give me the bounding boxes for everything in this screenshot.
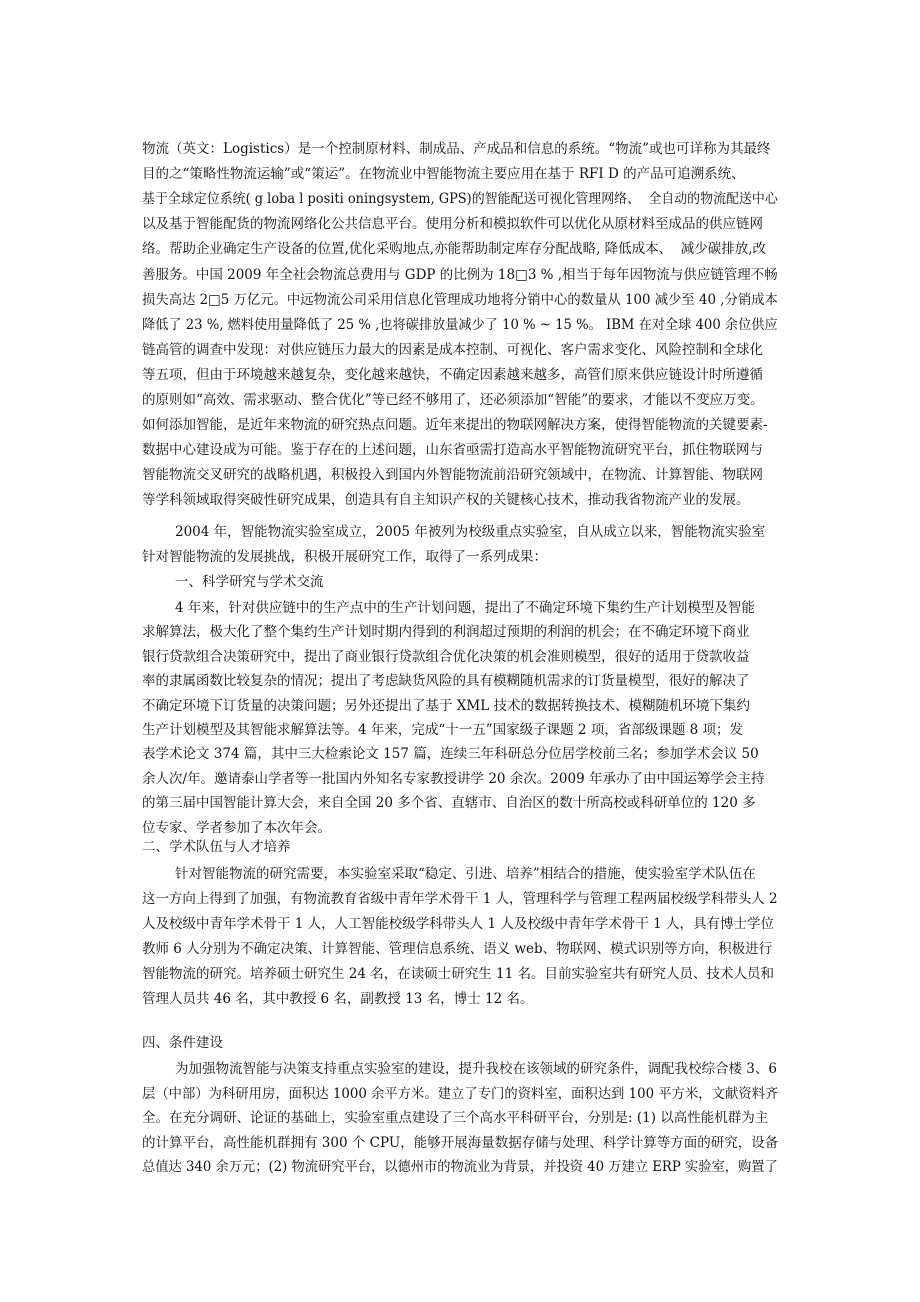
text-line: 为加强物流智能与决策支持重点实验室的建设，提升我校在该领域的研究条件，调配我校综合楼 3、6 (175, 1061, 777, 1077)
text-line: 目的之“策略性物流运输”或“策运”。在物流业中智能物流主要应用在基于 RFI D 的产品可追溯系统、 (142, 166, 745, 183)
text-line: 不确定环境下订货量的决策问题；另外还提出了基于 XML 技术的数据转换技术、模糊随机环境下集约 (142, 697, 750, 714)
text-line: 等五项，但由于环境越来越复杂，变化越来越快，不确定因素越来越多，高管们原来供应链设计时所遵循 (142, 366, 763, 383)
text-line: 总值达 340 余万元；(2) 物流研究平台，以德州市的物流业为背景，并投资 40 万建立 ERP 实验室，购置了 (142, 1159, 778, 1175)
text-line: 管理人员共 46 名，其中教授 6 名，副教授 13 名，博士 12 名。 (142, 991, 534, 1007)
text-line: 表学术论文 374 篇，其中三大检索论文 157 篇，连续三年科研总分位居学校前三名；参加学术会议 50 (142, 746, 759, 763)
text-line: 如何添加智能，是近年来物流的研究热点问题。近年来提出的物联网解决方案，使得智能物流的关键要素- (142, 417, 768, 434)
text-line: 以及基于智能配货的物流网络化公共信息平台。使用分析和模拟软件可以优化从原材料至成品的供应链网 (142, 216, 763, 233)
text-line: 络。帮助企业确定生产设备的位置,优化采购地点,亦能帮助制定库存分配战略, 降低成本、 减少碳排放,改 (142, 241, 767, 258)
text-line: 等学科领域取得突破性研究成果，创造具有自主知识产权的关键核心技术，推动我省物流产业的发展。 (142, 492, 750, 509)
text-line: 2004 年，智能物流实验室成立，2005 年被列为校级重点实验室，自从成立以来，智能物流实验室 (175, 524, 766, 540)
text-line: 层（中部）为科研用房，面积达 1000 余平方米。建立了专门的资料室，面积达到 100 平方米，文献资料齐 (142, 1085, 779, 1102)
text-line: 损失高达 2□5 万亿元。中远物流公司采用信息化管理成功地将分销中心的数量从 100 减少至 40 ,分销成本 (142, 291, 778, 308)
text-line: 基于全球定位系统( g loba l positi oningsystem, GPS)的智能配送可视化管理网络、 全自动的物流配送中心 (142, 191, 778, 208)
text-line: 的原则如“高效、需求驱动、整合优化”等已经不够用了，还必须添加“智能”的要求，才能以不变应万变。 (142, 392, 764, 408)
text-line: 生产计划模型及其智能求解算法等。4 年来，完成“十一五”国家级子课题 2 项，省部级课题 8 项；发 (142, 722, 744, 738)
text-line: 降低了 23 %, 燃料使用量降低了 25 % ,也将碳排放量减少了 10 % ~ 15 %。 IBM 在对全球 400 余位供应 (142, 316, 778, 333)
text-line: 数据中心建设成为可能。鉴于存在的上述问题，山东省亟需打造高水平智能物流研究平台，抓住物联网与 (142, 442, 763, 459)
text-line: 这一方向上得到了加强，有物流教育省级中青年学术骨干 1 人，管理科学与管理工程两届校级学科带头人 2 (142, 891, 778, 907)
text-line: 针对智能物流的发展挑战，积极开展研究工作，取得了一系列成果： (142, 549, 547, 565)
text-line: 物流（英文：Logistics）是一个控制原材料、制成品、产成品和信息的系统。“物流”或也可详称为其最终 (142, 141, 771, 157)
text-line: 率的隶属函数比较复杂的情况；提出了考虑缺货风险的具有模糊随机需求的订货量模型，很好的解决了 (142, 673, 750, 690)
text-line: 银行贷款组合决策研究中，提出了商业银行贷款组合优化决策的机会准则模型，很好的适用于贷款收益 (142, 648, 750, 665)
text-line: 链高管的调查中发现：对供应链压力最大的因素是成本控制、可视化、客户需求变化、风险控制和全球化 (142, 341, 763, 358)
text-line: 人及校级中青年学术骨干 1 人，人工智能校级学科带头人 1 人及校级中青年学术骨干 1 人，具有博士学位 (142, 916, 775, 932)
heading-facility-construction: 四、条件建设 (142, 1035, 223, 1051)
text-line: 求解算法，极大化了整个集约生产计划时期内得到的利润超过预期的利润的机会；在不确定环境下商业 (142, 624, 750, 641)
text-line: 针对智能物流的研究需要，本实验室采取“稳定、引进、培养”相结合的措施，使实验室学术队伍在 (175, 866, 756, 882)
text-line: 4 年来，针对供应链中的生产点中的生产计划问题，提出了不确定环境下集约生产计划模型及智能 (175, 600, 755, 616)
text-line: 余人次/年。邀请泰山学者等一批国内外知名专家教授讲学 20 余次。2009 年承办了由中国运筹学会主持 (142, 770, 765, 787)
text-line: 智能物流交叉研究的战略机遇，积极投入到国内外智能物流前沿研究领域中，在物流、计算智能、物联网 (142, 467, 763, 484)
text-line: 全。在充分调研、论证的基础上，实验室重点建设了三个高水平科研平台，分别是: (1) 以高性能机群为主 (142, 1110, 769, 1126)
text-line: 位专家、学者参加了本次年会。 (142, 819, 331, 836)
heading-team-training: 二、学术队伍与人才培养 (142, 839, 291, 855)
text-line: 教师 6 人分别为不确定决策、计算智能、管理信息系统、语义 web、物联网、模式识别等方向，积极进行 (142, 941, 773, 957)
text-line: 智能物流的研究。培养硕士研究生 24 名，在读硕士研究生 11 名。目前实验室共有研究人员、技术人员和 (142, 966, 775, 982)
heading-research-exchange: 一、科学研究与学术交流 (175, 574, 324, 590)
text-line: 的计算平台，高性能机群拥有 300 个 CPU，能够开展海量数据存储与处理、科学计算等方面的研究，设备 (142, 1134, 779, 1151)
text-line: 的第三届中国智能计算大会，来自全国 20 多个省、直辖市、自治区的数十所高校或科研单位的 120 多 (142, 795, 756, 812)
text-line: 善服务。中国 2009 年全社会物流总费用与 GDP 的比例为 18□3 % ,相当于每年因物流与供应链管理不畅 (142, 266, 778, 283)
